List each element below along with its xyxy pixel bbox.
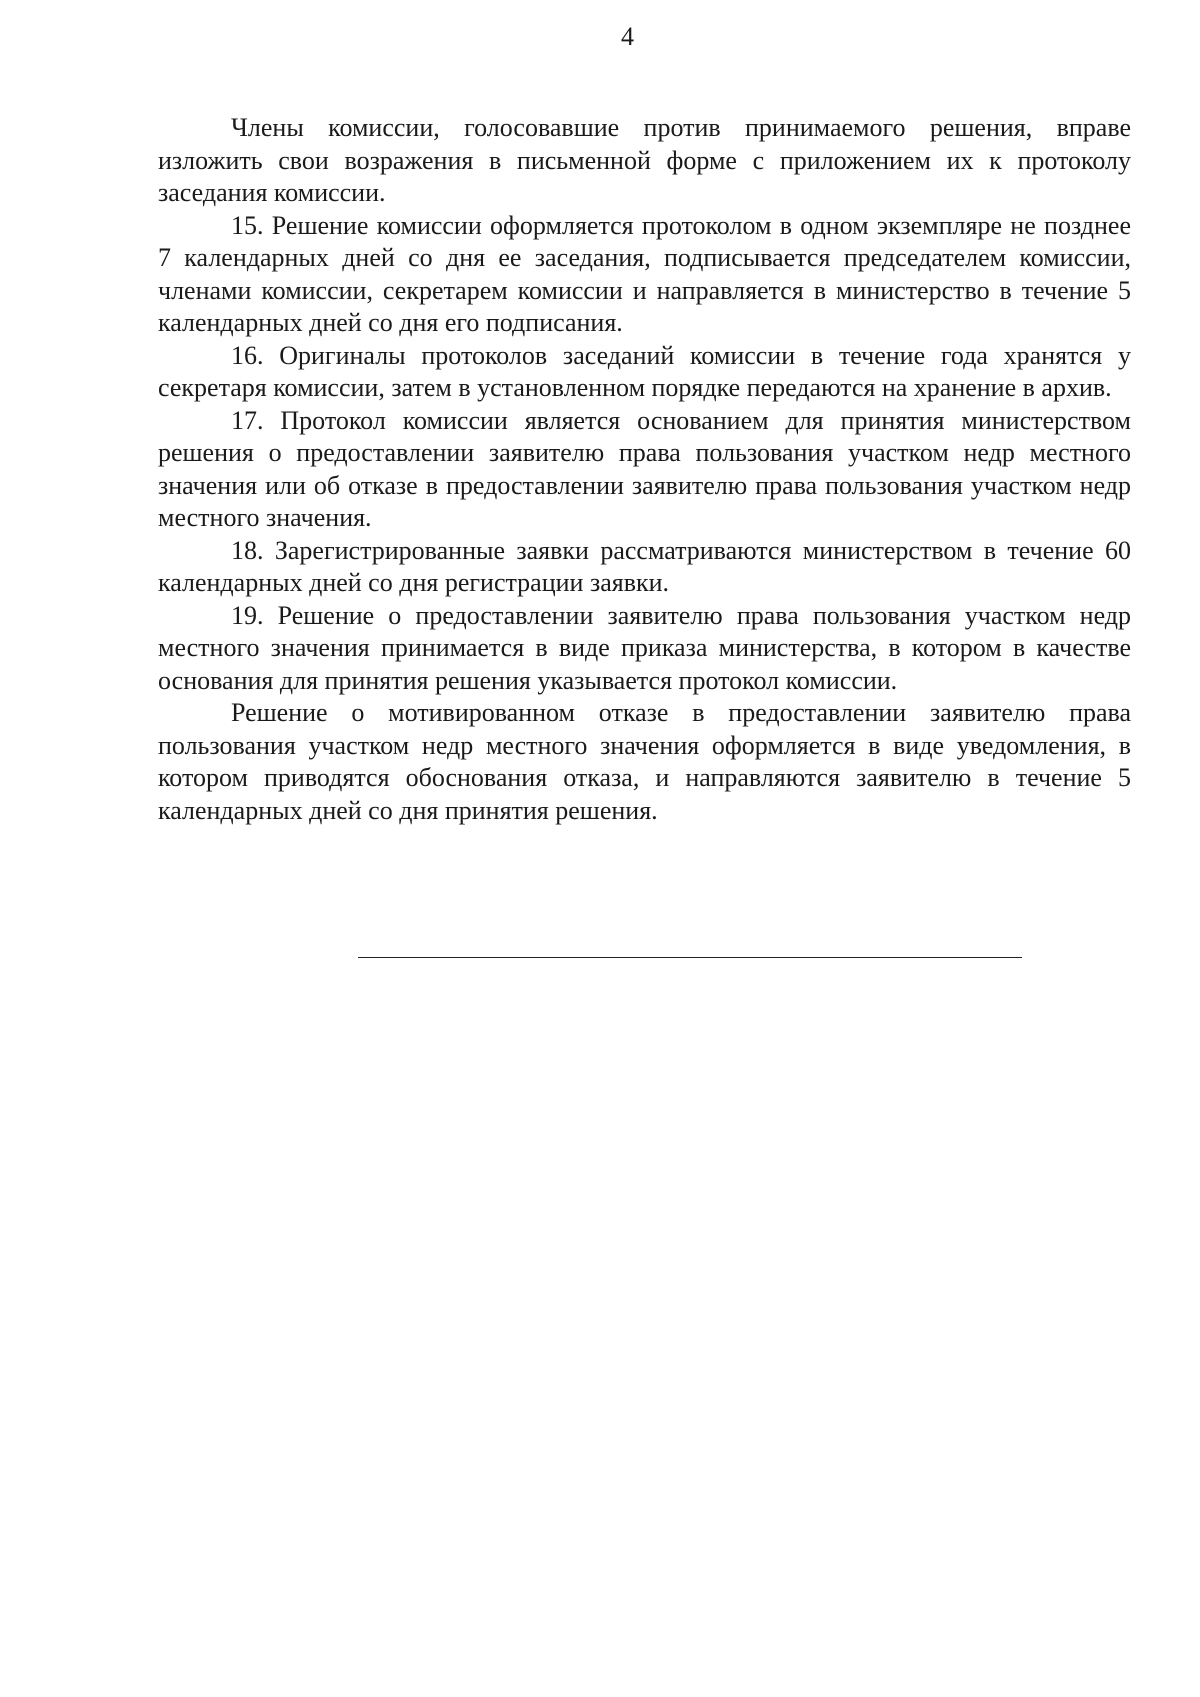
- paragraph-item-17: 17. Протокол комиссии является основанием для принятия министерством решения о предоставлении заявителю права пользования участком недр местного значения или об отказе в предоставлении заявителю права пользования участком недр местного значения.: [158, 405, 1131, 532]
- paragraph-item-19: 19. Решение о предоставлении заявителю права пользования участком недр местного значения принимается в виде приказа министерства, в котором в качестве основания для принятия решения указывается протокол комиссии.: [158, 600, 1131, 695]
- document-body: [158, 112, 1131, 827]
- paragraph-item-18: 18. Зарегистрированные заявки рассматриваются министерством в течение 60 календарных дней со дня регистрации заявки.: [158, 535, 1131, 597]
- paragraph-objections: Члены комиссии, голосовавшие против принимаемого решения, вправе изложить свои возражения в письменной форме с приложением их к протоколу заседания комиссии.: [158, 113, 1131, 207]
- end-of-document-line: [358, 957, 1022, 958]
- paragraph-item-15: 15. Решение комиссии оформляется протоколом в одном экземпляре не позднее 7 календарных дней со дня ее заседания, подписывается председателем комиссии, членами комиссии, секретарем комиссии и направляется в министерство в течение 5 календарных дней со дня его подписания.: [158, 210, 1131, 337]
- paragraph-refusal-notice: Решение о мотивированном отказе в предоставлении заявителю права пользования участком недр местного значения оформляется в виде уведомления, в котором приводятся обоснования отказа, и направляются заявителю в течение 5 календарных дней со дня принятия решения.: [158, 698, 1131, 825]
- page-number: 4: [621, 22, 634, 51]
- paragraph-item-16: 16. Оригиналы протоколов заседаний комиссии в течение года хранятся у секретаря комиссии, затем в установленном порядке передаются на хранение в архив.: [158, 340, 1131, 402]
